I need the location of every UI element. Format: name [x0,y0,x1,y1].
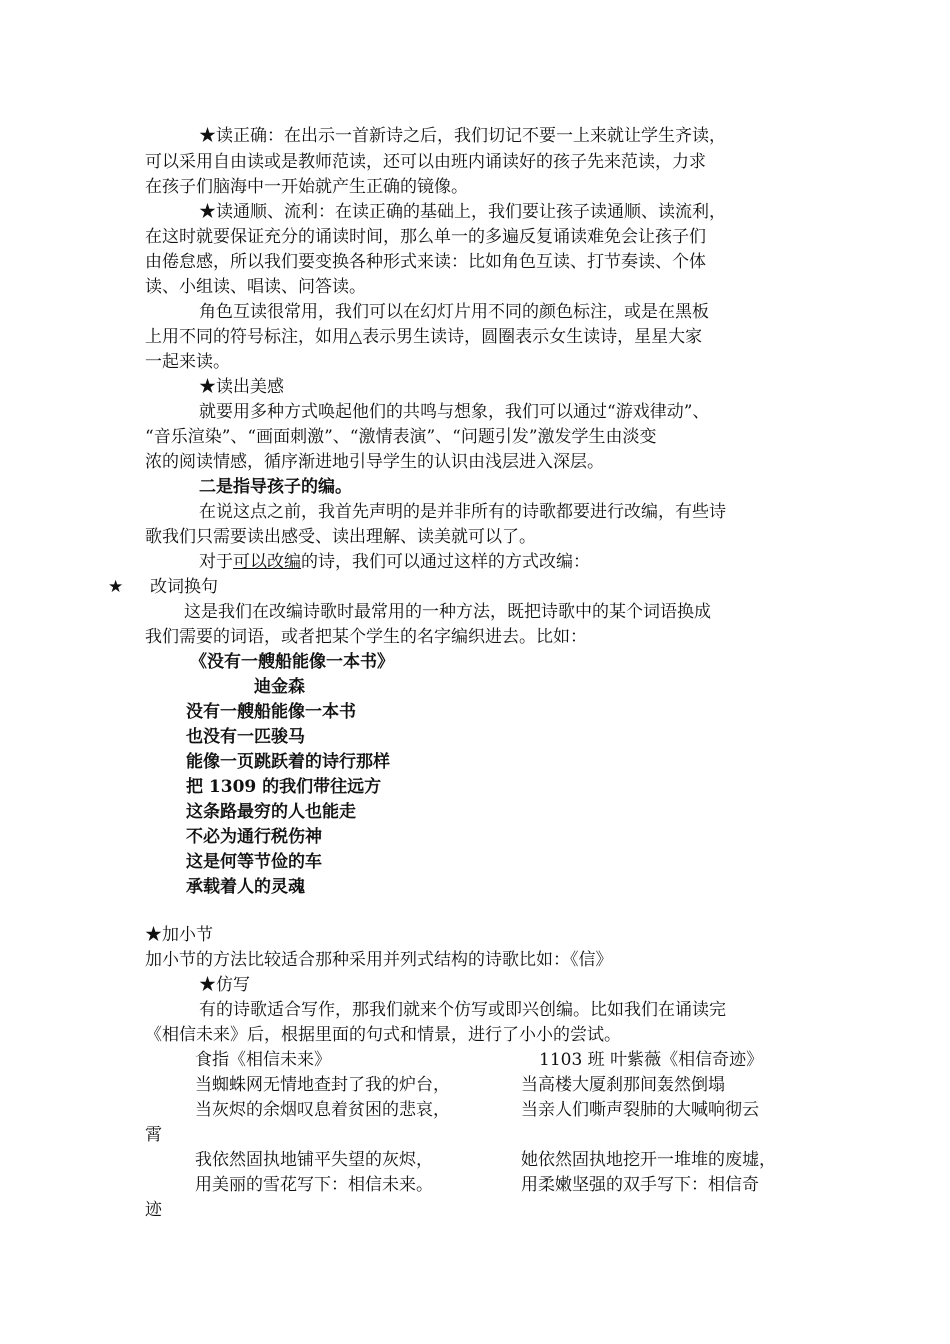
role-read-line-3: 一起来读。 [145,352,230,372]
imitate-desc-line-2: 《相信未来》后，根据里面的句式和情景，进行了小小的尝试。 [145,1025,621,1045]
poem-line: 也没有一匹骏马 [186,727,305,747]
adapt-for-line [199,550,590,575]
left-poem-line: 我依然固执地铺平失望的灰烬， [195,1150,433,1170]
method-desc-line-2: 我们需要的词语，或者把某个学生的名字编织进去。比如： [145,627,587,647]
right-poem-wrap: 迹 [145,1200,162,1220]
imitate-desc-line-1: 有的诗歌适合写作，那我们就来个仿写或即兴创编。比如我们在诵读完 [199,1000,726,1020]
adapt-for-suffix: 的诗，我们可以通过这样的方式改编： [301,552,590,572]
adapt-for-underlined: 可以改编 [233,552,301,572]
read-beauty-line-3: 浓的阅读情感，循序渐进地引导学生的认识由浅层进入深层。 [145,452,604,472]
right-poem-title: 1103 班 叶紫薇《相信奇迹》 [539,1050,764,1070]
read-correct-line-1: ★读正确：在出示一首新诗之后，我们切记不要一上来就让学生齐读， [199,126,726,146]
poem-line: 把 1309 的我们带往远方 [186,777,382,797]
left-poem-line: 用美丽的雪花写下：相信未来。 [195,1175,433,1195]
poem-line: 承载着人的灵魂 [186,877,305,897]
read-beauty-heading: ★读出美感 [199,377,284,397]
right-poem-line: 当亲人们嘶声裂肺的大喊响彻云 [521,1100,759,1120]
method-change-words-heading: 改词换句 [150,577,218,597]
poem-title: 《没有一艘船能像一本书》 [190,652,394,672]
star-bullet-icon: ★ [108,577,124,597]
read-fluent-line-3: 由倦怠感，所以我们要变换各种形式来读：比如角色互读、打节奏读、个体 [145,252,706,272]
read-fluent-line-2: 在这时就要保证充分的诵读时间，那么单一的多遍反复诵读难免会让孩子们 [145,227,706,247]
add-stanza-desc: 加小节的方法比较适合那种采用并列式结构的诗歌比如：《信》 [145,950,613,970]
right-poem-line: 当高楼大厦刹那间轰然倒塌 [521,1075,725,1095]
left-poem-line: 当灰烬的余烟叹息着贫困的悲哀， [195,1100,450,1120]
poem-line: 这条路最穷的人也能走 [186,802,356,822]
poem-line: 能像一页跳跃着的诗行那样 [186,752,390,772]
read-fluent-line-1: ★读通顺、流利：在读正确的基础上，我们要让孩子读通顺、读流利， [199,202,726,222]
imitate-heading: ★仿写 [199,975,250,995]
poem-line: 不必为通行税伤神 [186,827,322,847]
right-poem-wrap: 霄 [145,1125,162,1145]
left-poem-title: 食指《相信未来》 [195,1050,331,1070]
right-poem-line: 她依然固执地挖开一堆堆的废墟， [521,1150,776,1170]
adapt-intro-line-2: 歌我们只需要读出感受、读出理解、读美就可以了。 [145,527,536,547]
adapt-for-prefix: 对于 [199,552,233,572]
adapt-intro-line-1: 在说这点之前，我首先声明的是并非所有的诗歌都要进行改编，有些诗 [199,502,726,522]
read-beauty-line-1: 就要用多种方式唤起他们的共鸣与想象，我们可以通过“游戏律动”、 [199,402,710,422]
method-desc-line-1: 这是我们在改编诗歌时最常用的一种方法，既把诗歌中的某个词语换成 [184,602,711,622]
read-correct-line-2: 可以采用自由读或是教师范读，还可以由班内诵读好的孩子先来范读，力求 [145,152,706,172]
role-read-line-1: 角色互读很常用，我们可以在幻灯片用不同的颜色标注，或是在黑板 [199,302,709,322]
add-stanza-heading: ★加小节 [145,925,213,945]
role-read-line-2: 上用不同的符号标注，如用△表示男生读诗，圆圈表示女生读诗，星星大家 [145,327,703,347]
left-poem-line: 当蜘蛛网无情地查封了我的炉台， [195,1075,450,1095]
adapt-heading: 二是指导孩子的编。 [199,477,352,497]
poem-line: 这是何等节俭的车 [186,852,322,872]
read-fluent-line-4: 读、小组读、唱读、问答读。 [145,277,366,297]
right-poem-line: 用柔嫩坚强的双手写下：相信奇 [521,1175,759,1195]
read-correct-line-3: 在孩子们脑海中一开始就产生正确的镜像。 [145,177,468,197]
poem-line: 没有一艘船能像一本书 [186,702,356,722]
read-beauty-line-2: “音乐渲染”、“画面刺激”、“激情表演”、“问题引发”激发学生由淡变 [145,427,657,447]
poem-author: 迪金森 [254,677,305,697]
